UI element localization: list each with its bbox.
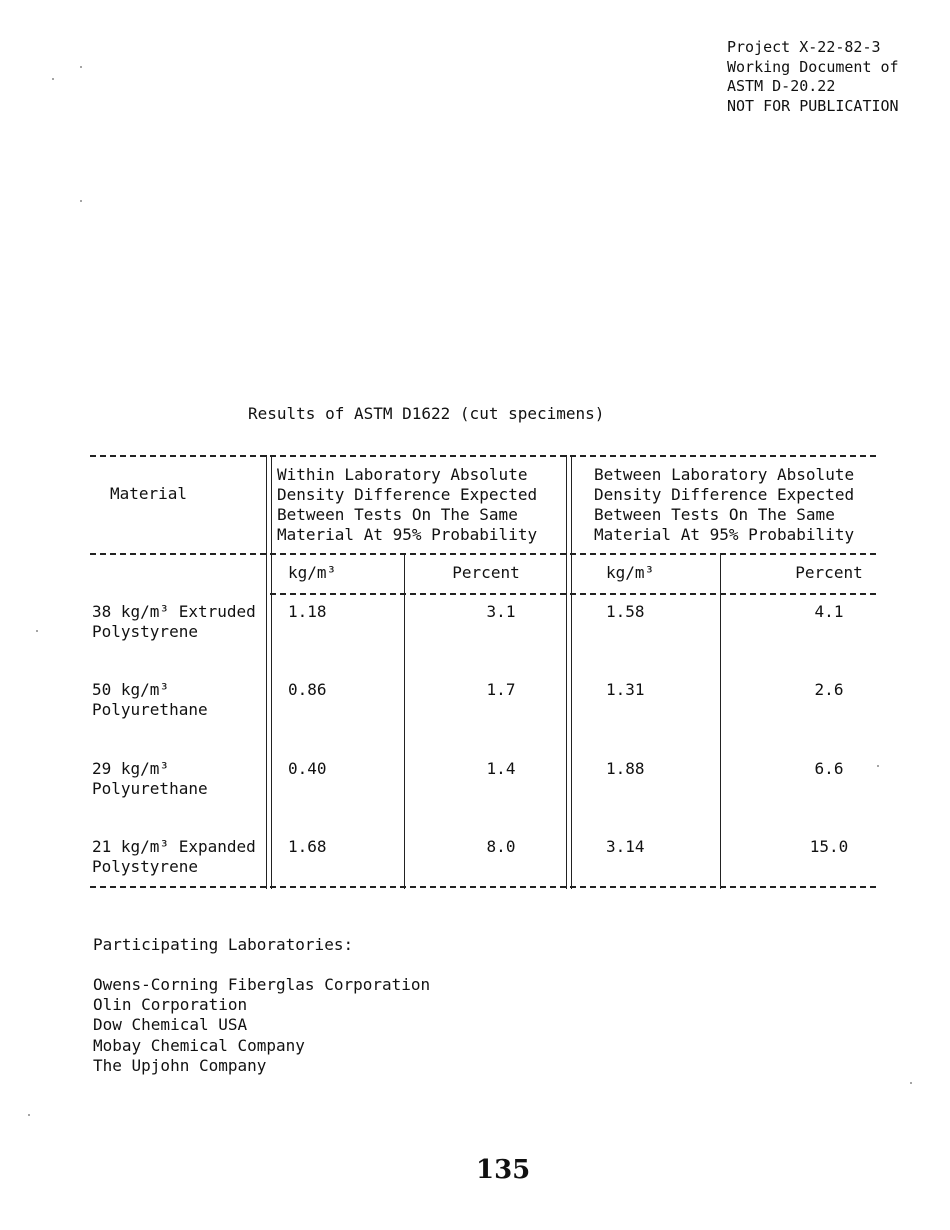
major-divider-mid-b bbox=[571, 455, 572, 889]
row-4-between-percent: 15.0 bbox=[809, 837, 849, 856]
row-2-between-percent: 2.6 bbox=[814, 680, 844, 699]
scan-speck bbox=[28, 1114, 30, 1116]
material-column-header: Material bbox=[110, 484, 188, 503]
row-3-material: 29 kg/m³ Polyurethane bbox=[92, 759, 208, 798]
participating-laboratories-list bbox=[93, 975, 430, 1076]
major-divider-left-b bbox=[271, 455, 272, 889]
row-4-material: 21 kg/m³ Expanded Polystyrene bbox=[92, 837, 256, 876]
row-3-between-percent: 6.6 bbox=[814, 759, 844, 778]
results-table bbox=[90, 455, 876, 889]
row-2-within-kg: 0.86 bbox=[288, 680, 327, 699]
row-4-within-percent: 8.0 bbox=[486, 837, 516, 856]
row-1-between-kg: 1.58 bbox=[606, 602, 645, 621]
between-unit-percent: Percent bbox=[795, 563, 863, 582]
page-number: 135 bbox=[476, 1155, 531, 1185]
participating-laboratories-title: Participating Laboratories: bbox=[93, 935, 354, 954]
row-1-material: 38 kg/m³ Extruded Polystyrene bbox=[92, 602, 256, 641]
table-title: Results of ASTM D1622 (cut specimens) bbox=[248, 404, 605, 423]
header-line-not-for-publication: NOT FOR PUBLICATION bbox=[727, 96, 899, 115]
row-3-within-percent: 1.4 bbox=[486, 759, 516, 778]
major-divider-left-a bbox=[266, 455, 267, 889]
header-line-working-document: Working Document of bbox=[727, 57, 899, 76]
laboratory-item: Olin Corporation bbox=[93, 995, 248, 1015]
between-laboratory-header: Between Laboratory Absolute Density Difference Expected Between Tests On The Same Material At 95% Probability bbox=[594, 465, 855, 544]
scan-speck bbox=[80, 200, 82, 202]
within-laboratory-header: Within Laboratory Absolute Density Difference Expected Between Tests On The Same Material At 95% Probability bbox=[277, 465, 538, 544]
table-top-rule bbox=[90, 455, 876, 457]
scan-speck bbox=[52, 78, 54, 80]
header-line-astm: ASTM D-20.22 bbox=[727, 77, 836, 95]
row-2-material: 50 kg/m³ Polyurethane bbox=[92, 680, 208, 719]
within-unit-kg: kg/m³ bbox=[288, 563, 337, 582]
row-2-within-percent: 1.7 bbox=[486, 680, 516, 699]
row-4-between-kg: 3.14 bbox=[606, 837, 645, 856]
row-1-between-percent: 4.1 bbox=[814, 602, 844, 621]
row-4-within-kg: 1.68 bbox=[288, 837, 327, 856]
laboratory-item: Dow Chemical USA bbox=[93, 1015, 248, 1035]
laboratory-item: Mobay Chemical Company bbox=[93, 1035, 305, 1055]
header-bottom-rule bbox=[90, 553, 876, 555]
scan-speck bbox=[80, 66, 82, 68]
row-1-within-kg: 1.18 bbox=[288, 602, 327, 621]
scan-speck bbox=[877, 765, 879, 767]
laboratory-item: Owens-Corning Fiberglas Corporation bbox=[93, 975, 431, 994]
row-1-within-percent: 3.1 bbox=[486, 602, 516, 621]
document-header bbox=[727, 38, 942, 116]
scan-speck bbox=[36, 630, 38, 632]
table-bottom-rule bbox=[90, 886, 876, 888]
header-line-project: Project X-22-82-3 bbox=[727, 38, 881, 56]
row-3-between-kg: 1.88 bbox=[606, 759, 645, 778]
major-divider-mid-a bbox=[566, 455, 567, 889]
scan-speck bbox=[910, 1082, 912, 1084]
within-unit-percent: Percent bbox=[452, 563, 520, 582]
unit-bottom-rule bbox=[270, 593, 876, 595]
row-2-between-kg: 1.31 bbox=[606, 680, 645, 699]
row-3-within-kg: 0.40 bbox=[288, 759, 327, 778]
laboratory-item: The Upjohn Company bbox=[93, 1055, 267, 1075]
between-unit-kg: kg/m³ bbox=[606, 563, 655, 582]
